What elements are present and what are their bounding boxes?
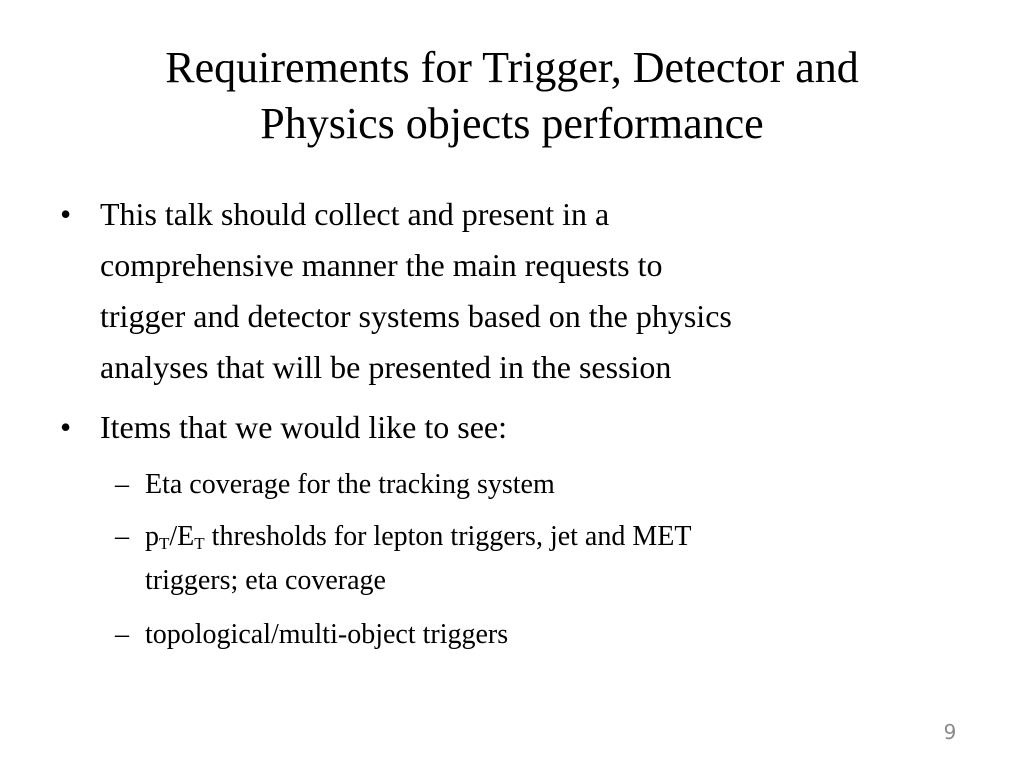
bullet-line: analyses that will be presented in the session bbox=[100, 349, 672, 385]
dash-marker: – bbox=[115, 521, 129, 552]
sub-item-text bbox=[145, 463, 945, 507]
slide-title bbox=[60, 40, 964, 152]
sub-item-line: triggers; eta coverage bbox=[145, 565, 386, 596]
slide-title-line-2: Physics objects performance bbox=[260, 99, 764, 148]
bullet-line: trigger and detector systems based on the physics bbox=[100, 298, 732, 334]
dash-marker: – bbox=[115, 619, 129, 650]
pt-subscript: T bbox=[159, 534, 170, 553]
bullet-line: comprehensive manner the main requests to bbox=[100, 247, 663, 283]
threshold-text: thresholds for lepton triggers, jet and MET bbox=[204, 521, 692, 552]
sub-item-line: Eta coverage for the tracking system bbox=[145, 469, 555, 500]
bullet-line: Items that we would like to see: bbox=[100, 409, 508, 445]
pt-symbol: p bbox=[145, 521, 159, 552]
sub-item-text bbox=[145, 613, 945, 657]
sub-item-line bbox=[145, 515, 945, 559]
bullet-marker: • bbox=[60, 196, 72, 232]
page-number: 9 bbox=[943, 720, 957, 744]
et-subscript: T bbox=[194, 534, 205, 553]
bullet-text bbox=[100, 189, 970, 393]
et-symbol: /E bbox=[169, 521, 195, 552]
sub-item-text bbox=[145, 515, 945, 603]
bullet-text bbox=[100, 402, 970, 453]
bullet-marker: • bbox=[60, 409, 72, 445]
dash-marker: – bbox=[115, 469, 129, 500]
slide-title-line-1: Requirements for Trigger, Detector and bbox=[165, 43, 859, 92]
sub-item-line: topological/multi-object triggers bbox=[145, 619, 509, 650]
bullet-line: This talk should collect and present in a bbox=[100, 196, 610, 232]
